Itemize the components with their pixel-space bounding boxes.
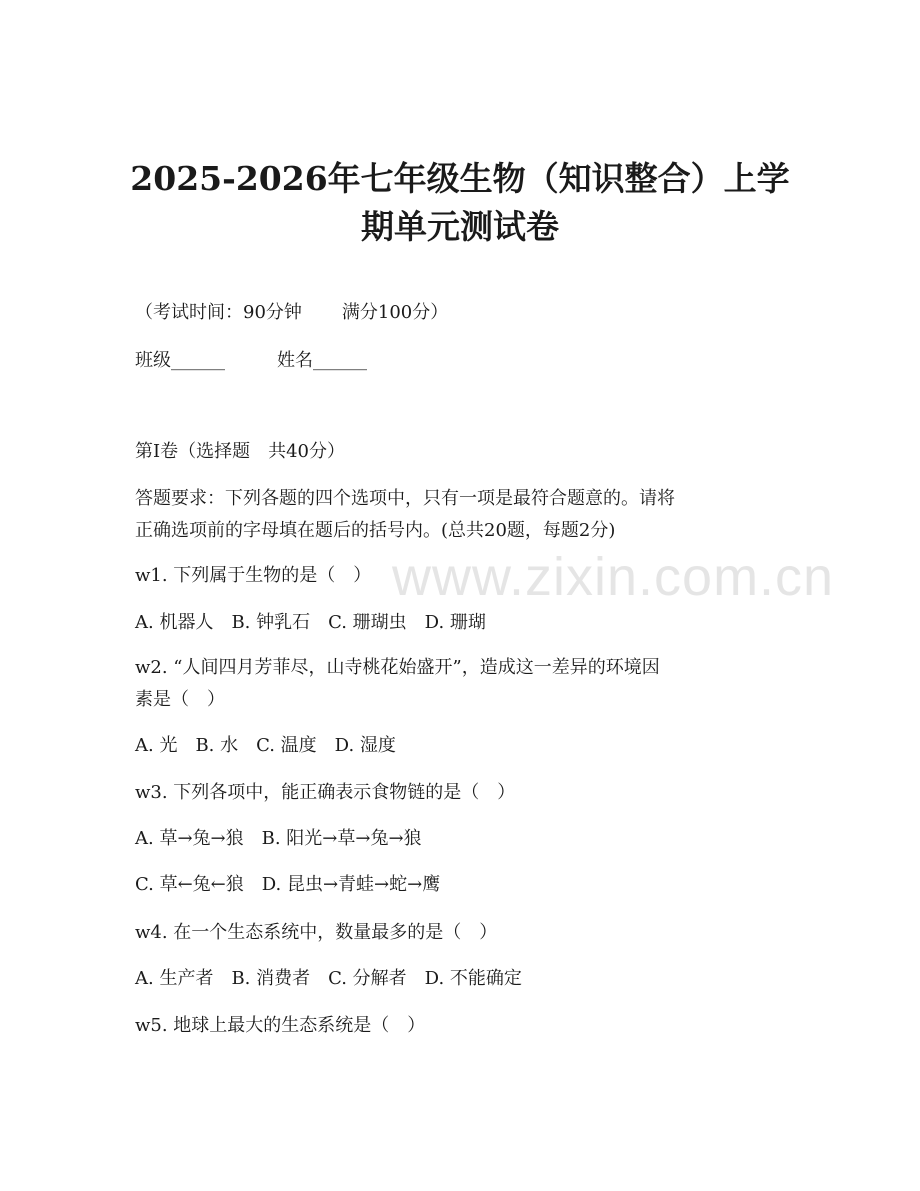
question-3-options-line2: C. 草←兔←狼 D. 昆虫→青蛙→蛇→鹰 xyxy=(135,874,441,895)
question-3-options-line1: A. 草→兔→狼 B. 阳光→草→兔→狼 xyxy=(135,828,422,849)
question-1-options: A. 机器人 B. 钟乳石 C. 珊瑚虫 D. 珊瑚 xyxy=(135,612,486,633)
question-1-stem: w1. 下列属于生物的是（ ） xyxy=(135,565,372,586)
exam-title-line1: 2025-2026年七年级生物（知识整合）上学 xyxy=(130,159,790,198)
student-info xyxy=(135,349,785,373)
question-4-stem: w4. 在一个生态系统中，数量最多的是（ ） xyxy=(135,922,498,943)
question-2-stem-line1: w2. “人间四月芳菲尽，山寺桃花始盛开”，造成这一差异的环境因 xyxy=(135,657,660,678)
question-2-options: A. 光 B. 水 C. 温度 D. 湿度 xyxy=(135,735,396,756)
instructions-line2: 正确选项前的字母填在题后的括号内。(总共20题，每题2分) xyxy=(135,520,616,541)
question-2-stem-line2: 素是（ ） xyxy=(135,689,225,710)
class-field: 班级______ xyxy=(135,350,225,371)
exam-info xyxy=(135,301,785,325)
exam-full-score: 满分100分） xyxy=(341,302,449,323)
exam-time: （考试时间：90分钟 xyxy=(135,302,302,323)
name-field: 姓名______ xyxy=(277,350,367,371)
watermark: www.zixin.com.cn xyxy=(392,547,835,607)
question-5-stem: w5. 地球上最大的生态系统是（ ） xyxy=(135,1015,426,1036)
instructions-line1: 答题要求：下列各题的四个选项中，只有一项是最符合题意的。请将 xyxy=(135,488,675,509)
question-4-options: A. 生产者 B. 消费者 C. 分解者 D. 不能确定 xyxy=(135,968,522,989)
exam-title-line2: 期单元测试卷 xyxy=(361,207,559,246)
question-3-stem: w3. 下列各项中，能正确表示食物链的是（ ） xyxy=(135,782,516,803)
section-title: 第Ⅰ卷（选择题 共40分） xyxy=(135,441,346,462)
